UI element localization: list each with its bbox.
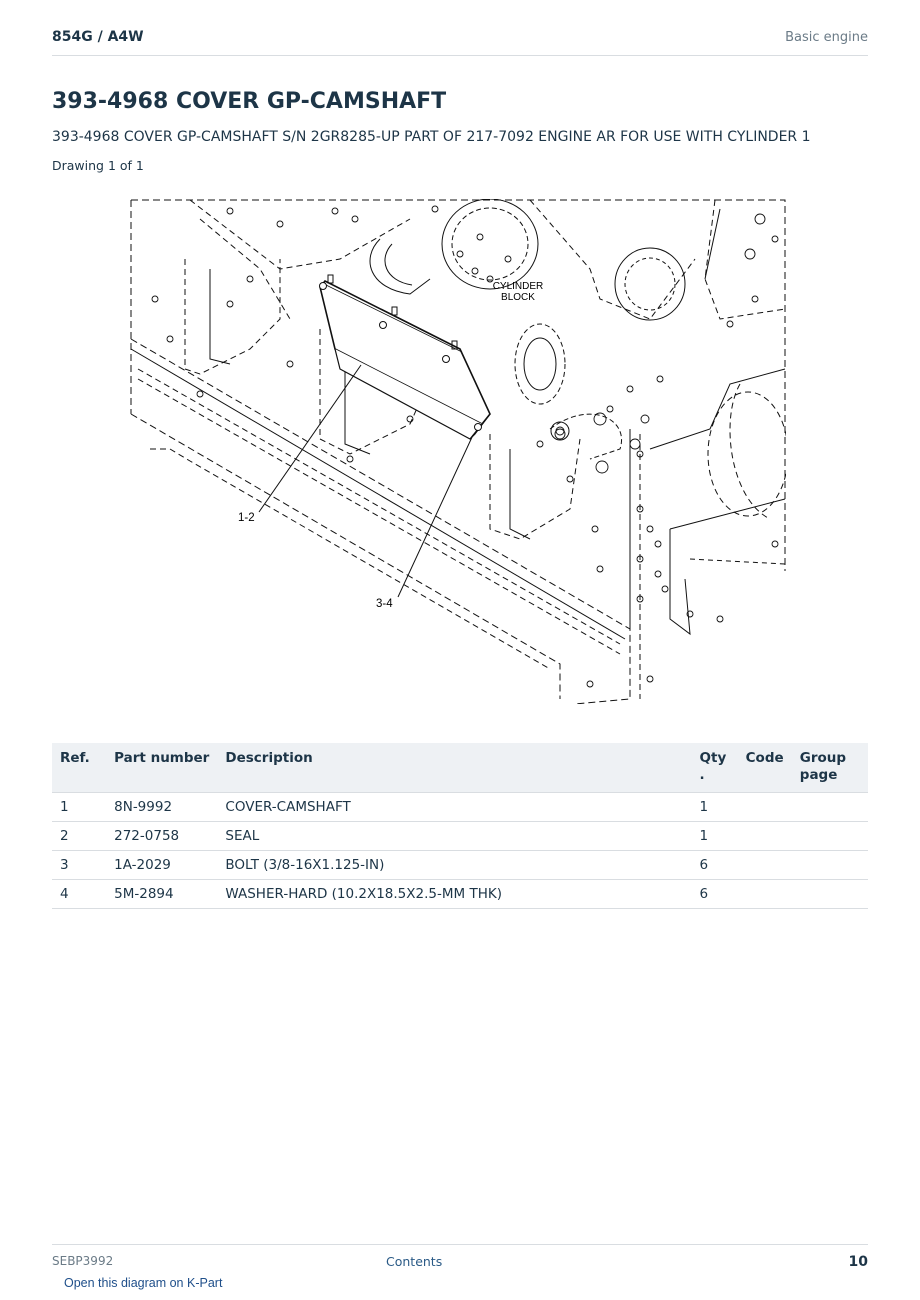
kpart-link[interactable]: Open this diagram on K-Part (64, 1276, 223, 1290)
contents-link[interactable]: Contents (386, 1254, 443, 1269)
page-number: 10 (848, 1254, 868, 1270)
diagram-label-cylinder: CYLINDER (492, 281, 544, 292)
cell-part-number: 5M-2894 (106, 880, 217, 909)
cell-code (738, 880, 792, 909)
table-row (52, 793, 868, 822)
cell-description: BOLT (3/8-16X1.125-IN) (217, 851, 691, 880)
col-header-code: Code (738, 743, 792, 793)
col-header-description: Description (217, 743, 691, 793)
col-header-group-line2: page (799, 767, 838, 783)
page-header (52, 28, 868, 56)
document-id: SEBP3992 (52, 1254, 114, 1268)
col-header-group-line1: Group (799, 750, 847, 766)
col-header-group-page (792, 743, 868, 793)
parts-diagram (130, 199, 786, 704)
cell-part-number: 1A-2029 (106, 851, 217, 880)
table-row (52, 822, 868, 851)
diagram-label-block: BLOCK (501, 292, 535, 303)
callout-3-4[interactable]: 3-4 (376, 598, 393, 610)
parts-table (52, 743, 868, 909)
cell-ref: 1 (52, 793, 106, 822)
page-footer (52, 1244, 868, 1275)
cell-description: WASHER-HARD (10.2X18.5X2.5-MM THK) (217, 880, 691, 909)
cell-part-number: 8N-9992 (106, 793, 217, 822)
callout-1-2[interactable]: 1-2 (238, 512, 255, 524)
cell-description: SEAL (217, 822, 691, 851)
cell-ref: 4 (52, 880, 106, 909)
table-row (52, 851, 868, 880)
cell-description: COVER-CAMSHAFT (217, 793, 691, 822)
cell-ref: 3 (52, 851, 106, 880)
cell-code (738, 793, 792, 822)
table-header-row (52, 743, 868, 793)
model-label: 854G / A4W (52, 29, 144, 45)
cell-ref: 2 (52, 822, 106, 851)
cell-group-page (792, 880, 868, 909)
cell-qty: 6 (692, 851, 738, 880)
cell-group-page (792, 793, 868, 822)
cell-code (738, 851, 792, 880)
section-label: Basic engine (785, 30, 868, 45)
cell-part-number: 272-0758 (106, 822, 217, 851)
col-header-part-number: Part number (106, 743, 217, 793)
cell-qty: 1 (692, 822, 738, 851)
col-header-qty-line2: . (699, 767, 705, 783)
cell-qty: 6 (692, 880, 738, 909)
drawing-count: Drawing 1 of 1 (52, 158, 144, 173)
col-header-ref: Ref. (52, 743, 106, 793)
cell-qty: 1 (692, 793, 738, 822)
col-header-qty (692, 743, 738, 793)
cell-group-page (792, 822, 868, 851)
page-subtitle: 393-4968 COVER GP-CAMSHAFT S/N 2GR8285-UP PART OF 217-7092 ENGINE AR FOR USE WITH CYLINDER 1 (52, 129, 811, 145)
col-header-qty-line1: Qty (699, 750, 727, 766)
page-title: 393-4968 COVER GP-CAMSHAFT (52, 89, 447, 114)
table-row (52, 880, 868, 909)
cell-group-page (792, 851, 868, 880)
cell-code (738, 822, 792, 851)
